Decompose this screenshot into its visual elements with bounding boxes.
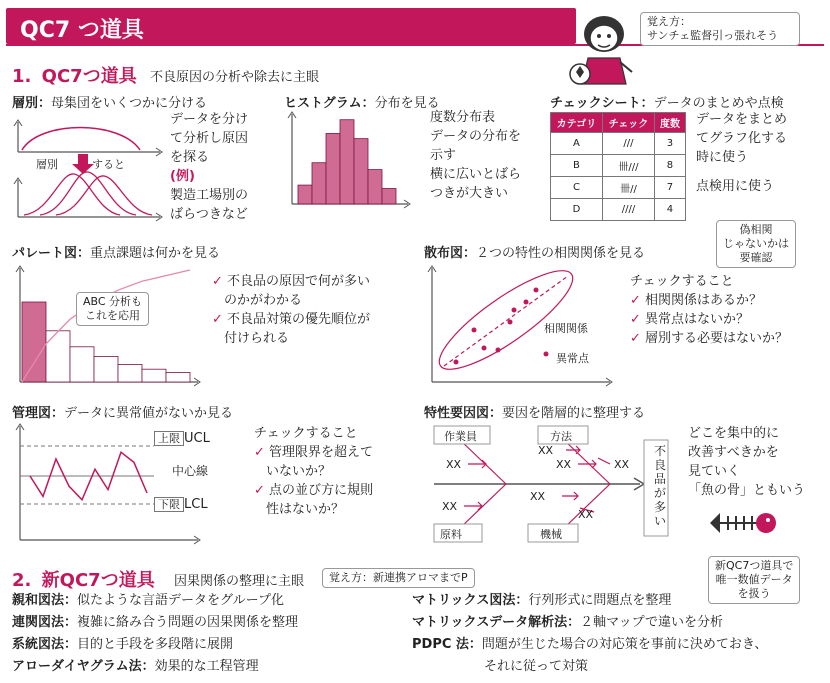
histogram-title: ヒストグラム： <box>284 96 375 111</box>
fishbone-label-material: 原料 <box>440 528 462 541</box>
tool-name: マトリックスデータ解析法： <box>412 615 581 630</box>
scatter-check-item: 相関関係はあるか？ <box>645 293 763 308</box>
fishbone-xx: XX <box>446 458 462 471</box>
check-mark-icon: ✓ <box>630 293 641 308</box>
scatter-bubble-line: 要確認 <box>739 251 773 264</box>
histogram-bar <box>368 170 382 204</box>
fishbone-text-line: どこを集中的に <box>688 426 780 441</box>
control-center: 中心線 <box>172 464 209 478</box>
section2-subtitle: 因果関係の整理に主眼 <box>174 574 305 589</box>
fishbone-xx: XX <box>578 508 594 521</box>
pareto-point-line: 不良品対策の優先順位が <box>227 312 371 327</box>
control-ucl <box>154 430 210 446</box>
control-title: 管理図： <box>12 406 65 421</box>
control-lcl-jp: 下限 <box>154 497 184 512</box>
pareto-point-line: 付けられる <box>224 331 290 346</box>
control-lcl-label: LCL <box>184 497 208 512</box>
fishbone-text-line: 改善すべきかを <box>688 445 779 460</box>
fishbone-effect-char: い <box>653 514 666 528</box>
control-desc: データに異常値がないか見る <box>64 406 234 421</box>
checksheet-cell: 3 <box>654 133 685 155</box>
scatter-bubble-line: じゃないかは <box>723 237 789 250</box>
memo-bubble-top <box>640 12 800 46</box>
checksheet-header: 度数 <box>654 113 685 133</box>
scatter-bubble <box>716 220 796 268</box>
section2-bubble-line: 新QC7つ道具で <box>715 559 794 572</box>
fishbone-effect-char: 品 <box>653 472 666 486</box>
memo-label: 覚え方： <box>647 15 691 28</box>
pareto-bubble-line: ABC 分析も <box>83 295 143 308</box>
pareto-title: パレート図： <box>12 246 91 261</box>
tool-desc: 効果的な工程管理 <box>154 659 259 674</box>
check-mark-icon: ✓ <box>254 483 265 498</box>
stratification-heading <box>12 92 207 111</box>
pareto-bar <box>166 372 190 382</box>
checksheet-text <box>696 110 787 196</box>
pareto-points <box>212 272 370 348</box>
histogram-bar <box>354 139 368 204</box>
fishbone-text-line: 見ていく <box>688 464 741 479</box>
checksheet-cell: 卌/// <box>602 155 654 177</box>
checksheet-text-line: てグラフ化する <box>696 131 788 146</box>
fishbone-desc: 要因を階層的に整理する <box>502 406 646 421</box>
histogram-bar <box>298 185 312 204</box>
tool-name: 親和図法： <box>12 593 78 608</box>
control-check-line: 性はないか？ <box>266 502 345 517</box>
fishbone-heading <box>424 402 645 421</box>
control-check-line: 管理限界を超えて <box>269 445 374 460</box>
checksheet-cell: C <box>551 177 603 199</box>
list-item <box>412 634 767 656</box>
fishbone-xx: XX <box>614 458 630 471</box>
histogram-bar <box>312 163 326 204</box>
pareto-bar <box>46 331 70 382</box>
memo-text: サンチェ監督引っ張れそう <box>647 29 779 42</box>
pareto-point-line: のかがわかる <box>224 293 303 308</box>
histogram-text-line: つきが大きい <box>430 186 509 201</box>
stratification-example-label: (例) <box>170 169 195 184</box>
pareto-bubble-line: これを応用 <box>85 309 141 322</box>
list-item <box>412 612 767 634</box>
fishbone-text <box>688 424 805 500</box>
checksheet-cell: 卌// <box>602 177 654 199</box>
control-checks <box>254 424 373 519</box>
scatter-check-title: チェックすること <box>630 274 734 289</box>
page-title: QC7 つ道具 <box>20 18 144 43</box>
section1-heading <box>12 62 137 88</box>
scatter-check-item: 異常点はないか？ <box>645 312 750 327</box>
checksheet-cell: /// <box>602 133 654 155</box>
tool-desc: ２軸マップで違いを分析 <box>580 615 723 630</box>
stratification-text-line: て分析し原因 <box>170 131 249 146</box>
tool-name: マトリックス図法： <box>412 593 529 608</box>
section2-memo: 覚え方：新連携アロマまでP <box>322 568 475 588</box>
fishbone-label-method: 方法 <box>550 430 572 443</box>
fishbone-effect-char: 多 <box>653 500 666 514</box>
list-item <box>12 656 298 678</box>
scatter-title: 散布図： <box>424 246 477 261</box>
stratification-diagram <box>10 112 170 222</box>
fishbone-xx: XX <box>538 444 554 457</box>
pareto-bar <box>142 369 166 382</box>
table-row <box>551 177 686 199</box>
checksheet-cell: B <box>551 155 603 177</box>
stratification-desc: 母集団をいくつかに分ける <box>51 96 208 111</box>
fish-bone-icon <box>708 508 778 538</box>
scatter-desc: ２つの特性の相関関係を見る <box>476 246 646 261</box>
tool-name: 系統図法： <box>12 637 78 652</box>
histogram-bar <box>382 189 396 204</box>
header-title-bar <box>6 8 576 44</box>
checksheet-table <box>550 112 686 221</box>
section2-right-list <box>412 590 767 678</box>
control-ucl-label: UCL <box>184 431 210 446</box>
tool-desc: 目的と手段を多段階に展開 <box>77 637 234 652</box>
pareto-desc: 重点課題は何かを見る <box>90 246 221 261</box>
histogram-text <box>430 108 521 203</box>
check-mark-icon: ✓ <box>254 445 265 460</box>
fishbone-text-line: 「魚の骨」ともいう <box>688 483 806 498</box>
fishbone-title: 特性要因図： <box>424 406 503 421</box>
tool-desc: 似たような言語データをグループ化 <box>77 593 284 608</box>
pareto-point-line: 不良品の原因で何が多い <box>227 274 371 289</box>
histogram-bar <box>340 120 354 204</box>
list-item <box>12 590 298 612</box>
pareto-bubble <box>76 292 149 326</box>
tool-desc: 行列形式に問題点を整理 <box>528 593 672 608</box>
pareto-bar <box>70 347 94 382</box>
checksheet-cell: //// <box>602 199 654 221</box>
check-mark-icon: ✓ <box>630 331 641 346</box>
stratification-example-line: 製造工場別の <box>170 188 249 203</box>
checksheet-text-line: 時に使う <box>696 150 749 165</box>
histogram-text-line: 示す <box>430 148 457 163</box>
stratification-label: 層別 <box>36 158 58 171</box>
stratification-text-line: を探る <box>170 150 210 165</box>
check-mark-icon: ✓ <box>630 312 641 327</box>
checksheet-desc: データのまとめや点検 <box>653 96 784 111</box>
checksheet-text-line: データをまとめ <box>696 112 788 127</box>
checksheet-cell: 8 <box>654 155 685 177</box>
control-check-title: チェックすること <box>254 426 358 441</box>
checksheet-heading <box>550 92 784 111</box>
fishbone-label-people: 作業員 <box>444 430 477 443</box>
fishbone-xx: XX <box>442 500 458 513</box>
tool-name: 連関図法： <box>12 615 78 630</box>
list-item <box>12 634 298 656</box>
table-row <box>551 133 686 155</box>
histogram-text-line: データの分布を <box>430 129 522 144</box>
scatter-heading <box>424 242 645 261</box>
section1-subtitle: 不良原因の分析や除去に主眼 <box>150 70 320 85</box>
stratification-text-line: データを分け <box>170 112 249 127</box>
tool-desc: 問題が生じた場合の対応策を事前に決めておき、 <box>481 637 768 652</box>
histogram-text-line: 度数分布表 <box>430 110 496 125</box>
list-item-continued: それに従って対策 <box>484 659 589 674</box>
fishbone-effect <box>648 444 672 528</box>
histogram-chart <box>288 108 412 208</box>
pareto-heading <box>12 242 220 261</box>
pareto-bar <box>118 364 142 382</box>
stratification-title: 層別： <box>12 96 52 111</box>
control-check-line: 点の並び方に規則 <box>269 483 374 498</box>
fishbone-effect-char: 不 <box>653 444 666 458</box>
fishbone-xx: XX <box>530 490 546 503</box>
checksheet-header: チェック <box>602 113 654 133</box>
table-row <box>551 199 686 221</box>
section1-title: QC7つ道具 <box>41 66 137 87</box>
stratification-text <box>170 110 248 224</box>
fishbone-label-machine: 機械 <box>540 528 562 541</box>
section2-left-list <box>12 590 298 678</box>
pareto-bar <box>22 302 46 382</box>
check-mark-icon: ✓ <box>212 274 223 289</box>
section2-number: 2. <box>12 570 32 591</box>
tool-desc: 複雑に絡み合う問題の因果関係を整理 <box>77 615 299 630</box>
scatter-check-item: 層別する必要はないか？ <box>645 331 789 346</box>
control-lcl <box>154 496 208 512</box>
fishbone-effect-char: 良 <box>653 458 666 472</box>
checksheet-text-line: 点検用に使う <box>696 179 775 194</box>
section2-heading <box>12 566 155 592</box>
histogram-desc: 分布を見る <box>374 96 440 111</box>
fishbone-xx: XX <box>556 458 572 471</box>
tool-name: PDPC 法： <box>412 637 482 652</box>
control-heading <box>12 402 233 421</box>
checksheet-cell: D <box>551 199 603 221</box>
scatter-checks <box>630 272 788 348</box>
checksheet-header: カテゴリ <box>551 113 603 133</box>
list-item <box>412 590 767 612</box>
checksheet-title: チェックシート： <box>550 96 654 111</box>
section1-number: 1. <box>12 66 32 87</box>
stratification-label2: すると <box>92 158 125 171</box>
histogram-bar <box>326 133 340 204</box>
pareto-bar <box>94 356 118 382</box>
section2-bubble-line: を扱う <box>737 587 771 600</box>
control-check-line: いないか？ <box>266 464 332 479</box>
scatter-outlier-label: 異常点 <box>556 352 589 365</box>
checksheet-cell: 7 <box>654 177 685 199</box>
scatter-bubble-line: 偽相関 <box>739 223 773 236</box>
control-ucl-jp: 上限 <box>154 431 184 446</box>
section2-bubble-line: 唯一数値データ <box>715 573 793 586</box>
mascot-illustration <box>568 8 640 86</box>
tool-name: アローダイヤグラム法： <box>12 659 155 674</box>
stratification-example-line: ばらつきなど <box>170 207 248 222</box>
checksheet-cell: 4 <box>654 199 685 221</box>
scatter-corr-label: 相関関係 <box>544 322 588 335</box>
check-mark-icon: ✓ <box>212 312 223 327</box>
table-row <box>551 155 686 177</box>
histogram-text-line: 横に広いとばら <box>430 167 522 182</box>
checksheet-cell: A <box>551 133 603 155</box>
fishbone-effect-char: が <box>653 486 666 500</box>
list-item <box>12 612 298 634</box>
section2-title: 新QC7つ道具 <box>41 570 155 591</box>
